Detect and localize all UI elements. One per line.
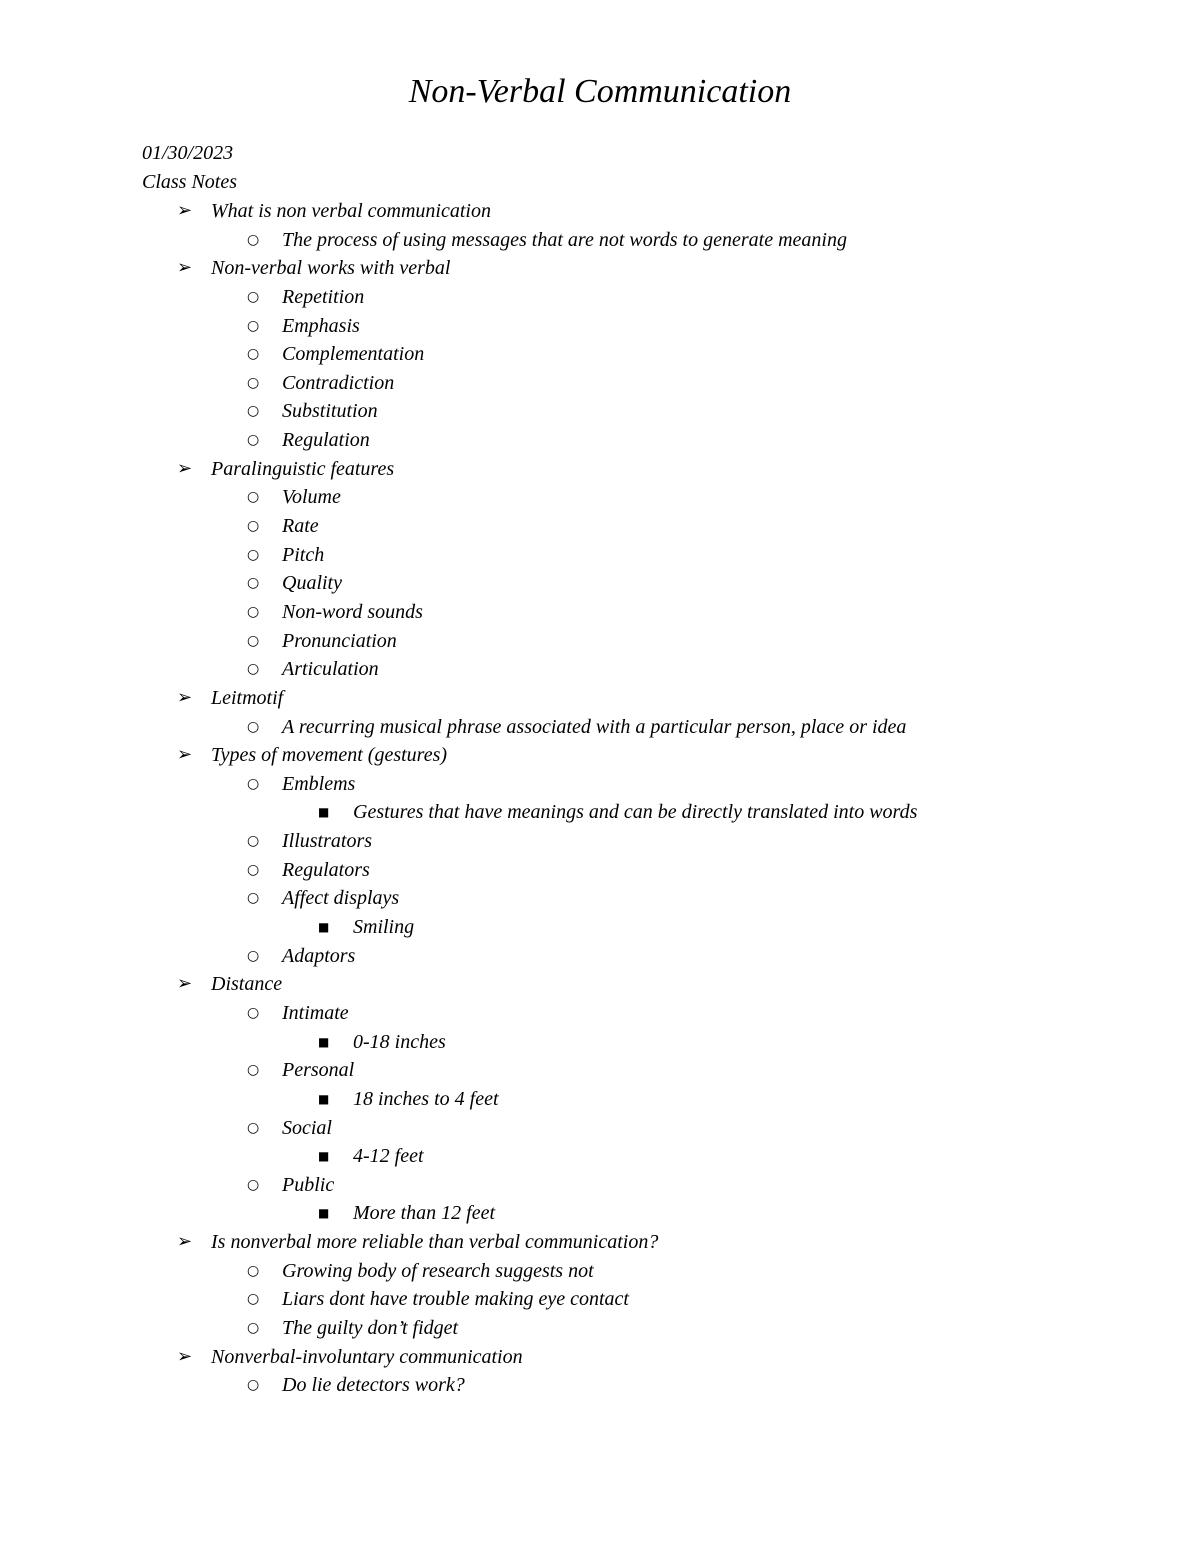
arrow-bullet-icon: ➢: [177, 1345, 193, 1367]
square-bullet-icon: ■: [318, 920, 330, 935]
outline-item-text: Complementation: [282, 343, 425, 366]
outline-item-level-2: [0, 1056, 1200, 1085]
outline-item-level-1: [0, 197, 1200, 226]
outline-item-level-2: [0, 942, 1200, 971]
outline-item-text: Non-word sounds: [282, 600, 423, 623]
outline-item-level-3: [0, 1199, 1200, 1228]
outline-item-level-2: [0, 713, 1200, 742]
circle-bullet-icon: ○: [247, 288, 260, 305]
outline-item-level-2: [0, 340, 1200, 369]
circle-bullet-icon: ○: [247, 1377, 260, 1394]
circle-bullet-icon: ○: [247, 317, 260, 334]
circle-bullet-icon: ○: [247, 403, 260, 420]
outline-item-text: Types of movement (gestures): [211, 744, 448, 767]
arrow-bullet-icon: ➢: [177, 686, 193, 708]
outline-item-level-2: [0, 283, 1200, 312]
outline-item-level-2: [0, 884, 1200, 913]
outline-item-text: Distance: [211, 973, 283, 996]
outline-item-text: 4-12 feet: [353, 1145, 424, 1168]
outline-item-level-2: [0, 1171, 1200, 1200]
outline-item-level-2: [0, 598, 1200, 627]
circle-bullet-icon: ○: [247, 575, 260, 592]
square-bullet-icon: ■: [318, 805, 330, 820]
outline-item-text: Contradiction: [282, 371, 395, 394]
circle-bullet-icon: ○: [247, 1062, 260, 1079]
outline-item-text: Non-verbal works with verbal: [211, 257, 451, 280]
outline-item-text: Leitmotif: [211, 686, 284, 709]
circle-bullet-icon: ○: [247, 1319, 260, 1336]
outline-item-text: Repetition: [282, 285, 365, 308]
outline-item-level-2: [0, 1371, 1200, 1400]
outline-item-text: Pronunciation: [282, 629, 397, 652]
outline-item-text: More than 12 feet: [353, 1202, 496, 1225]
outline-item-text: Emphasis: [282, 314, 360, 337]
outline-item-level-2: [0, 999, 1200, 1028]
circle-bullet-icon: ○: [247, 890, 260, 907]
outline-item-text: Liars dont have trouble making eye contact: [282, 1288, 629, 1311]
outline-item-level-2: [0, 426, 1200, 455]
outline-item-level-2: [0, 856, 1200, 885]
circle-bullet-icon: ○: [247, 1119, 260, 1136]
square-bullet-icon: ■: [318, 1149, 330, 1164]
outline-item-level-2: [0, 226, 1200, 255]
arrow-bullet-icon: ➢: [177, 200, 193, 221]
outline-item-text: Adaptors: [282, 944, 356, 967]
arrow-bullet-icon: ➢: [177, 1231, 193, 1253]
circle-bullet-icon: ○: [247, 518, 260, 535]
arrow-bullet-icon: ➢: [177, 744, 193, 766]
outline-item-level-2: [0, 1257, 1200, 1286]
circle-bullet-icon: ○: [247, 632, 260, 649]
circle-bullet-icon: ○: [247, 1176, 260, 1193]
circle-bullet-icon: ○: [247, 947, 260, 964]
note-subtitle: Class Notes: [142, 171, 238, 193]
outline-item-level-2: [0, 655, 1200, 684]
outline-item-text: Paralinguistic features: [211, 457, 395, 480]
outline-item-level-1: [0, 254, 1200, 283]
outline-item-text: Personal: [282, 1059, 355, 1082]
outline-item-level-2: [0, 1314, 1200, 1343]
circle-bullet-icon: ○: [247, 432, 260, 449]
outline-item-text: 18 inches to 4 feet: [353, 1087, 499, 1110]
outline-item-text: Regulation: [282, 429, 370, 452]
outline-item-level-1: [0, 741, 1200, 770]
circle-bullet-icon: ○: [247, 603, 260, 620]
square-bullet-icon: ■: [318, 1034, 330, 1049]
circle-bullet-icon: ○: [247, 374, 260, 391]
arrow-bullet-icon: ➢: [177, 257, 193, 279]
outline-item-level-1: [0, 1228, 1200, 1257]
outline-item-text: Emblems: [282, 772, 356, 795]
outline-item-text: Social: [282, 1116, 332, 1139]
outline-item-text: Affect displays: [282, 887, 400, 910]
outline-item-text: Substitution: [282, 400, 378, 423]
document-title: Non-Verbal Communication: [408, 73, 792, 110]
circle-bullet-icon: ○: [247, 489, 260, 506]
circle-bullet-icon: ○: [247, 661, 260, 678]
outline-item-level-2: [0, 312, 1200, 341]
circle-bullet-icon: ○: [247, 718, 260, 735]
outline-item-level-2: [0, 541, 1200, 570]
outline-item-level-1: [0, 970, 1200, 999]
square-bullet-icon: ■: [318, 1206, 330, 1221]
outline-item-text: Illustrators: [282, 830, 373, 853]
outline-item-text: Smiling: [353, 916, 415, 939]
outline-item-level-2: [0, 569, 1200, 598]
outline-item-level-2: [0, 1114, 1200, 1143]
outline-item-text: Intimate: [282, 1001, 349, 1024]
outline-item-text: Growing body of research suggests not: [282, 1259, 594, 1282]
outline-item-level-3: [0, 1028, 1200, 1057]
outline-item-level-2: [0, 627, 1200, 656]
outline-item-level-3: [0, 1142, 1200, 1171]
outline-item-level-2: [0, 483, 1200, 512]
outline-item-level-2: [0, 512, 1200, 541]
outline-item-text: Gestures that have meanings and can be directly translated into words: [353, 801, 918, 824]
outline-item-text: Volume: [282, 486, 341, 509]
outline-item-text: A recurring musical phrase associated with a particular person, place or idea: [282, 715, 907, 738]
outline-item-level-3: [0, 798, 1200, 827]
outline-item-level-1: [0, 1343, 1200, 1372]
circle-bullet-icon: ○: [247, 231, 260, 248]
outline-item-level-3: [0, 913, 1200, 942]
outline-item-text: Nonverbal-involuntary communication: [211, 1345, 523, 1368]
outline-item-text: The guilty don’t fidget: [282, 1316, 459, 1339]
outline-item-text: Is nonverbal more reliable than verbal communication?: [211, 1231, 659, 1254]
outline-item-text: Public: [282, 1173, 335, 1196]
arrow-bullet-icon: ➢: [177, 457, 193, 479]
outline-item-text: Articulation: [282, 658, 379, 681]
circle-bullet-icon: ○: [247, 1291, 260, 1308]
outline-item-text: The process of using messages that are not words to generate meaning: [282, 228, 847, 251]
outline-item-text: What is non verbal communication: [211, 200, 491, 222]
circle-bullet-icon: ○: [247, 833, 260, 850]
outline-item-text: Pitch: [282, 543, 325, 566]
outline-item-text: Do lie detectors work?: [282, 1374, 465, 1397]
circle-bullet-icon: ○: [247, 546, 260, 563]
circle-bullet-icon: ○: [247, 861, 260, 878]
notes-outline: [0, 197, 1200, 1400]
outline-item-text: Rate: [282, 515, 319, 538]
outline-item-text: 0-18 inches: [353, 1030, 446, 1053]
outline-item-text: Quality: [282, 572, 342, 595]
note-date: 01/30/2023: [142, 142, 234, 164]
outline-item-level-2: [0, 827, 1200, 856]
circle-bullet-icon: ○: [247, 346, 260, 363]
outline-item-level-2: [0, 369, 1200, 398]
outline-item-level-1: [0, 684, 1200, 713]
outline-item-level-1: [0, 455, 1200, 484]
arrow-bullet-icon: ➢: [177, 973, 193, 995]
outline-item-level-2: [0, 397, 1200, 426]
square-bullet-icon: ■: [318, 1091, 330, 1106]
circle-bullet-icon: ○: [247, 1262, 260, 1279]
outline-item-level-3: [0, 1085, 1200, 1114]
circle-bullet-icon: ○: [247, 1004, 260, 1021]
outline-item-text: Regulators: [282, 858, 370, 881]
outline-item-level-2: [0, 1285, 1200, 1314]
outline-item-level-2: [0, 770, 1200, 799]
circle-bullet-icon: ○: [247, 775, 260, 792]
